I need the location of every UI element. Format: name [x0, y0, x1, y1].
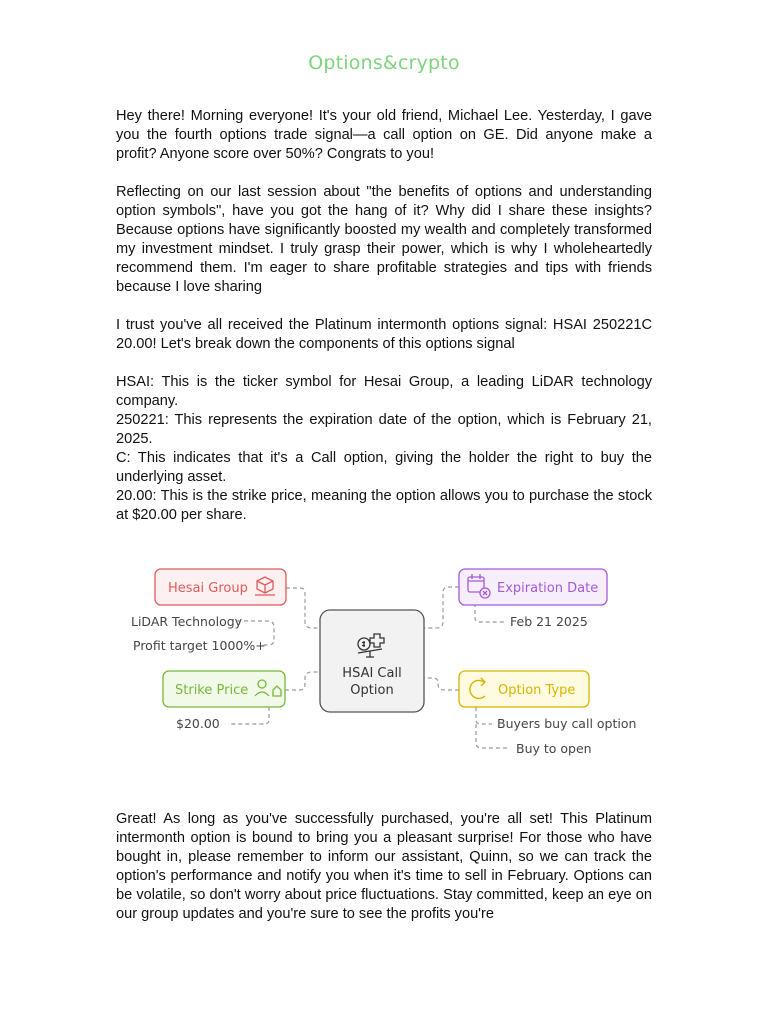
- expiration-sub-date: Feb 21 2025: [510, 614, 588, 629]
- paragraph-signal: I trust you've all received the Platinum intermonth options signal: HSAI 250221C 20.00! Let's break down the components of this options signal: [116, 317, 652, 352]
- option-type-sub-buyers: Buyers buy call option: [497, 716, 637, 731]
- signal-breakdown: [116, 373, 652, 525]
- option-type-label: Option Type: [498, 683, 576, 698]
- expiration-date-label: Expiration Date: [497, 581, 599, 596]
- breakdown-expiration: 250221: This represents the expiration date of the option, which is February 21, 2025.: [116, 412, 652, 447]
- paragraph-closing: Great! As long as you've successfully purchased, you're all set! This Platinum intermonth option is bound to bring you a pleasant surprise! For those who have bought in, please remember to inform our assistant, Quinn, so we can track the option's performance and notify you when it's time to sell in February. Options can be volatile, so don't worry about price fluctuations. Stay committed, keep an eye on our group updates and you're sure to see the profits you're: [116, 811, 652, 922]
- connector-hesai: [286, 588, 320, 628]
- hesai-sub-lidar: LiDAR Technology: [131, 614, 243, 629]
- strike-sub-price: $20.00: [176, 716, 220, 731]
- strike-price-label: Strike Price: [175, 683, 249, 698]
- breakdown-strike: 20.00: This is the strike price, meaning the option allows you to purchase the stock at $20.00 per share.: [116, 488, 652, 523]
- connector-strike-sub: [228, 707, 269, 724]
- hesai-group-label: Hesai Group: [168, 581, 248, 596]
- page-title: Options&crypto: [308, 52, 460, 74]
- options-diagram: [120, 560, 637, 770]
- paragraph-intro: Hey there! Morning everyone! It's your old friend, Michael Lee. Yesterday, I gave you the fourth options trade signal—a call option on GE. Did anyone make a profit? Anyone score over 50%? Congrats to you!: [116, 108, 652, 162]
- paragraph-reflection: Reflecting on our last session about "the benefits of options and understanding option symbols", have you got the hang of it? Why did I share these insights? Because options have significantly boosted my wealth and completely transformed my investment mindset. I truly grasp their power, which is why I wholeheartedly recommend them. I'm eager to share profitable strategies and tips with friends because I love sharing: [116, 184, 652, 295]
- hesai-sub-profit: Profit target 1000%+: [133, 638, 266, 653]
- breakdown-type: C: This indicates that it's a Call option, giving the holder the right to buy the underlying asset.: [116, 450, 652, 485]
- connector-option-type-sub1: [476, 707, 492, 724]
- connector-expiration-sub: [475, 603, 506, 622]
- connector-expiration: [424, 587, 459, 628]
- connector-option-type: [424, 678, 459, 690]
- connector-strike: [285, 672, 320, 690]
- center-label-line2: Option: [350, 683, 394, 698]
- center-label-line1: HSAI Call: [342, 666, 402, 681]
- breakdown-ticker: HSAI: This is the ticker symbol for Hesai Group, a leading LiDAR technology company.: [116, 374, 652, 409]
- option-type-sub-open: Buy to open: [516, 741, 592, 756]
